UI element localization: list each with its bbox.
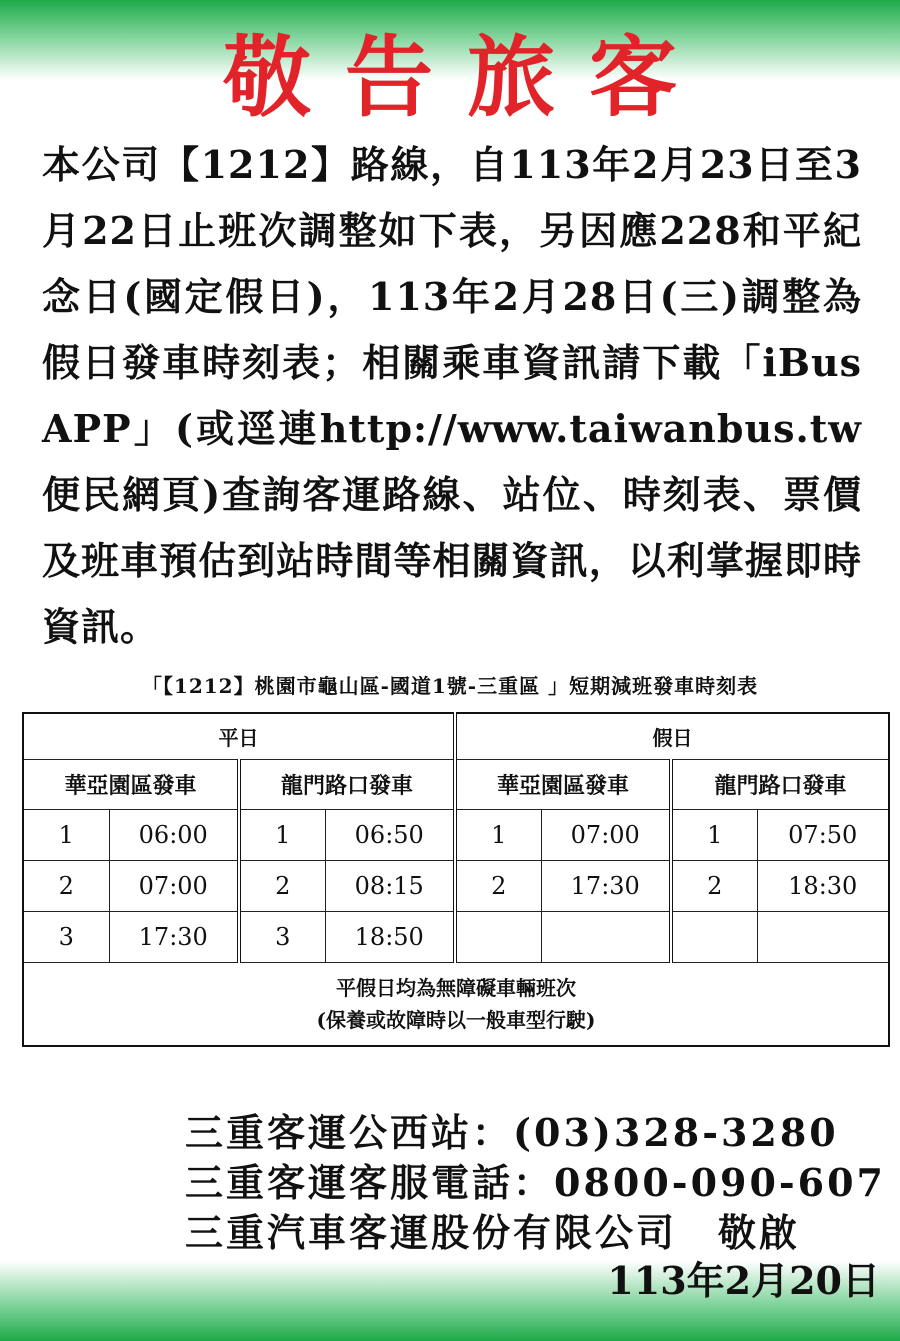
- accessibility-note-line1: 平假日均為無障礙車輛班次: [336, 975, 576, 1000]
- trip-number: 1: [455, 809, 541, 860]
- trip-number: 3: [239, 911, 325, 962]
- trip-number: [455, 911, 541, 962]
- trip-number: 2: [455, 860, 541, 911]
- weekday-col-b-header: 龍門路口發車: [239, 759, 455, 809]
- holiday-header: 假日: [455, 713, 889, 759]
- holiday-col-b-header: 龍門路口發車: [671, 759, 889, 809]
- notice-title: 敬告旅客: [222, 25, 711, 129]
- departure-time: 17:30: [109, 911, 239, 962]
- accessibility-note: [23, 962, 889, 1046]
- table-row: [23, 809, 889, 860]
- trip-number: 2: [671, 860, 757, 911]
- service-phone: 三重客運客服電話：0800-090-607: [185, 1160, 886, 1205]
- accessibility-note-line2: (保養或故障時以一般車型行駛): [316, 1007, 596, 1032]
- holiday-col-a-header: 華亞園區發車: [455, 759, 671, 809]
- trip-number: 3: [23, 911, 109, 962]
- departure-time: [541, 911, 671, 962]
- notice-body: 本公司【1212】路線，自113年2月23日至3月22日止班次調整如下表，另因應228和平紀念日(國定假日)，113年2月28日(三)調整為假日發車時刻表；相關乘車資訊請下載「iBus APP」(或逕連http://www.taiwanbus.tw便民網頁)查詢客運路線、站位、時刻表、票價及班車預估到站時間等相關資訊，以利掌握即時資訊。: [42, 142, 862, 649]
- departure-time: 07:00: [541, 809, 671, 860]
- weekday-header: 平日: [23, 713, 455, 759]
- departure-time: 18:30: [757, 860, 889, 911]
- trip-number: 1: [239, 809, 325, 860]
- notice-date: 113年2月20日: [607, 1258, 880, 1303]
- company-signature: 三重汽車客運股份有限公司 敬啟: [185, 1210, 801, 1255]
- table-row: [23, 860, 889, 911]
- trip-number: 2: [23, 860, 109, 911]
- trip-number: 2: [239, 860, 325, 911]
- station-phone: 三重客運公西站：(03)328-3280: [185, 1110, 839, 1155]
- departure-time: 07:50: [757, 809, 889, 860]
- trip-number: 1: [23, 809, 109, 860]
- table-row: [23, 911, 889, 962]
- departure-time: 06:50: [325, 809, 455, 860]
- departure-time: 17:30: [541, 860, 671, 911]
- departure-time: 06:00: [109, 809, 239, 860]
- departure-time: [757, 911, 889, 962]
- departure-time: 18:50: [325, 911, 455, 962]
- departure-time: 08:15: [325, 860, 455, 911]
- contact-block: [185, 1108, 886, 1258]
- departure-time: 07:00: [109, 860, 239, 911]
- trip-number: 1: [671, 809, 757, 860]
- schedule-table: [22, 712, 890, 1047]
- trip-number: [671, 911, 757, 962]
- table-caption: 「【1212】桃園市龜山區-國道1號-三重區 」短期減班發車時刻表: [141, 674, 759, 698]
- weekday-col-a-header: 華亞園區發車: [23, 759, 239, 809]
